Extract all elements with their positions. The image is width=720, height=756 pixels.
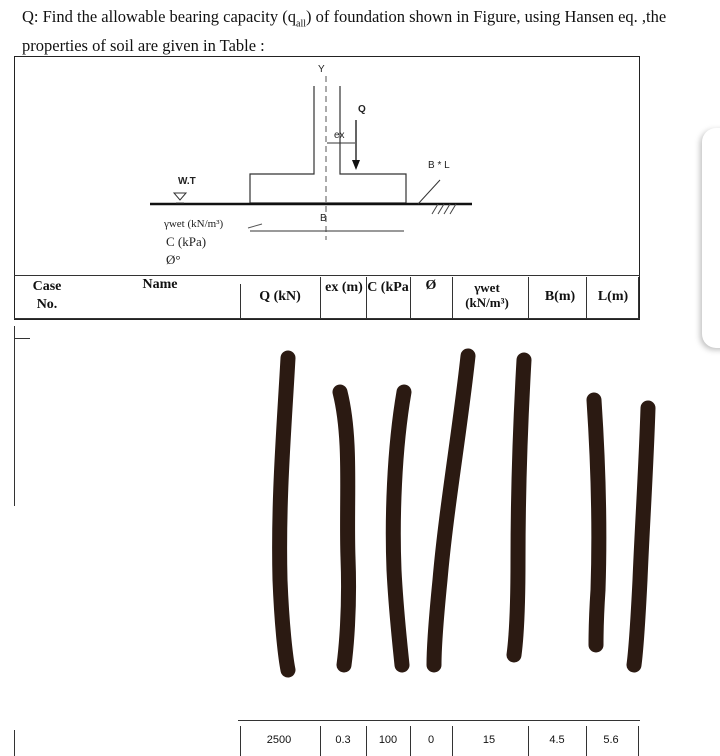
header-bottom-line (14, 318, 640, 319)
header-gamma: γwet (kN/m³) (465, 280, 509, 310)
header-q: Q (kN) (259, 289, 301, 304)
scribble-stroke-1 (280, 358, 288, 670)
cell-phi: 0 (427, 734, 435, 746)
cohesion-label: C (kPa) (166, 234, 207, 249)
cell-q: 2500 (266, 734, 292, 746)
scribble-stroke-5 (514, 360, 524, 655)
scribble-overlay (0, 320, 720, 730)
load-arrow-head (352, 160, 360, 170)
load-label: Q (358, 104, 366, 115)
unit-weight-label: γwet (kN/m³) (164, 218, 224, 230)
scribble-stroke-4 (434, 356, 468, 665)
plan-leader (418, 180, 440, 204)
header-top-line (14, 275, 640, 276)
header-phi: Ø (425, 278, 437, 293)
cell-c: 100 (378, 734, 398, 746)
cell-ex: 0.3 (335, 734, 351, 746)
scribble-stroke-6 (594, 400, 599, 645)
question-subscript: all (296, 18, 306, 30)
header-c: C (kPa (367, 280, 409, 295)
scribble-stroke-2 (340, 392, 349, 665)
cell-l: 5.6 (603, 734, 619, 746)
water-table-label: W.T (178, 176, 196, 187)
question-prefix: Q: Find the allowable bearing capacity (q (22, 7, 296, 26)
scribble-stroke-7 (634, 408, 648, 665)
width-label: B (320, 213, 327, 224)
eccentricity-label: ex (334, 130, 345, 141)
cell-b: 4.5 (549, 734, 565, 746)
header-ex: ex (m) (325, 280, 363, 295)
header-case-no: Case No. (32, 279, 62, 312)
header-name: Name (142, 277, 178, 292)
plan-size-label: B * L (428, 160, 450, 171)
header-b: B(m) (544, 289, 576, 304)
row-top-line (238, 720, 640, 721)
footing-outline (250, 86, 406, 203)
edge-panel-handle[interactable] (702, 128, 720, 348)
cell-gamma: 15 (482, 734, 496, 746)
water-table-icon (174, 193, 186, 200)
soil-hatch (432, 204, 456, 214)
friction-label: Ø° (166, 252, 181, 267)
scribble-stroke-3 (393, 392, 404, 665)
header-l: L(m) (597, 289, 629, 304)
y-axis-label: Y (318, 64, 325, 75)
question-suffix: ) of foundation shown in Figure, using Hansen eq. ,the properties of soil are given in Table : (22, 7, 667, 56)
